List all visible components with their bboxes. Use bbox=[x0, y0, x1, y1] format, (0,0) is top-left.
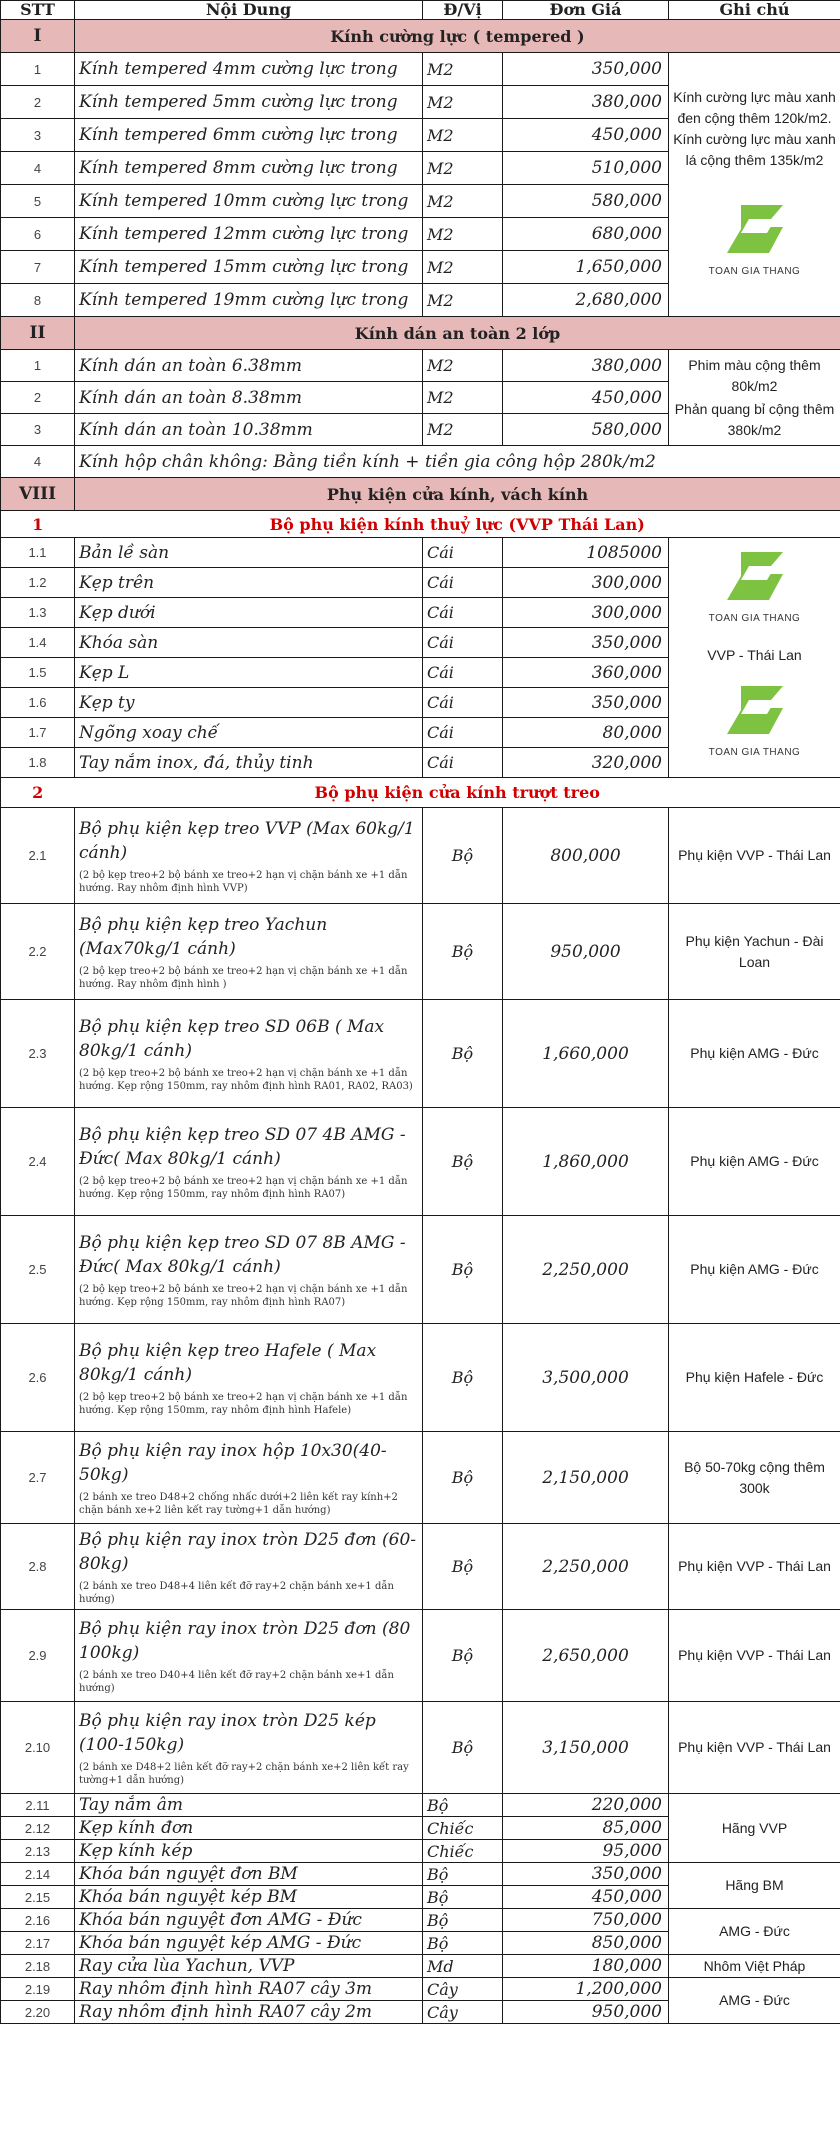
row-stt: 1.3 bbox=[1, 598, 75, 628]
row-don-gia: 3,500,000 bbox=[503, 1324, 669, 1432]
row-stt: 2.14 bbox=[1, 1863, 75, 1886]
row-noi-dung: Kính tempered 6mm cường lực trong bbox=[75, 119, 423, 152]
row-stt: 1.5 bbox=[1, 658, 75, 688]
row-dv: Md bbox=[423, 1955, 503, 1978]
row-noi-dung: Kẹp dưới bbox=[75, 598, 423, 628]
subsection-number: 2 bbox=[1, 778, 75, 808]
row-noi-dung: Ray cửa lùa Yachun, VVP bbox=[75, 1955, 423, 1978]
header-stt: STT bbox=[1, 1, 75, 20]
row-noi-dung: Kẹp ty bbox=[75, 688, 423, 718]
header-row bbox=[1, 1, 840, 20]
subsection-title: Bộ phụ kiện kính thuỷ lực (VVP Thái Lan) bbox=[75, 511, 840, 538]
table-row bbox=[1, 53, 840, 86]
row-stt: 2.5 bbox=[1, 1216, 75, 1324]
row-detail-note: (2 bộ kẹp treo+2 bộ bánh xe treo+2 hạn vị chặn bánh xe +1 dẫn hướng. Kẹp rộng 150mm, ray nhôm định hình RA07) bbox=[79, 1175, 408, 1200]
row-don-gia: 95,000 bbox=[503, 1840, 669, 1863]
header-dv: Đ/Vị bbox=[423, 1, 503, 20]
row-don-gia: 450,000 bbox=[503, 382, 669, 414]
row-don-gia: 800,000 bbox=[503, 808, 669, 904]
subsection-number: 1 bbox=[1, 511, 75, 538]
table-row bbox=[1, 1702, 840, 1794]
table-row bbox=[1, 1000, 840, 1108]
row-ghi-chu: Hãng BM bbox=[669, 1863, 840, 1909]
row-stt: 2.18 bbox=[1, 1955, 75, 1978]
subsection-title: Bộ phụ kiện cửa kính trượt treo bbox=[75, 778, 840, 808]
row-noi-dung: Kính tempered 8mm cường lực trong bbox=[75, 152, 423, 185]
row-stt: 2.7 bbox=[1, 1432, 75, 1524]
row-detail-note: (2 bộ kẹp treo+2 bộ bánh xe treo+2 hạn vị chặn bánh xe +1 dẫn hướng. Ray nhôm định hình ) bbox=[79, 965, 408, 990]
row-dv: Bộ bbox=[423, 1932, 503, 1955]
row-dv: Bộ bbox=[423, 1863, 503, 1886]
subsection-header-1 bbox=[1, 511, 840, 538]
row-dv: Bộ bbox=[423, 1794, 503, 1817]
row-noi-dung: Khóa bán nguyệt đơn AMG - Đức bbox=[75, 1909, 423, 1932]
row-ghi-chu: Phụ kiện Hafele - Đức bbox=[669, 1324, 840, 1432]
row-dv: Cây bbox=[423, 1978, 503, 2001]
row-don-gia: 320,000 bbox=[503, 748, 669, 778]
row-dv: Chiếc bbox=[423, 1840, 503, 1863]
section-title: Kính dán an toàn 2 lớp bbox=[75, 317, 840, 350]
row-stt: 1.1 bbox=[1, 538, 75, 568]
row-detail-note: (2 bánh xe D48+2 liên kết đỡ ray+2 chặn bánh xe+2 liên kết ray tường+1 dẫn hướng) bbox=[79, 1761, 409, 1786]
note-line: VVP - Thái Lan bbox=[707, 647, 802, 663]
row-dv: M2 bbox=[423, 382, 503, 414]
row-don-gia: 510,000 bbox=[503, 152, 669, 185]
row-ghi-chu: Phụ kiện AMG - Đức bbox=[669, 1000, 840, 1108]
row-don-gia: 360,000 bbox=[503, 658, 669, 688]
table-row bbox=[1, 1909, 840, 1932]
row-dv: M2 bbox=[423, 284, 503, 317]
section-number: I bbox=[1, 20, 75, 53]
row-noi-dung: Kính tempered 10mm cường lực trong bbox=[75, 185, 423, 218]
row-dv: Cái bbox=[423, 538, 503, 568]
row-dv: Cái bbox=[423, 658, 503, 688]
row-dv: M2 bbox=[423, 414, 503, 446]
row-dv: Bộ bbox=[423, 1432, 503, 1524]
row-title: Bộ phụ kiện kẹp treo SD 07 8B AMG - Đức( Max 80kg/1 cánh) bbox=[79, 1232, 406, 1277]
row-stt: 2.17 bbox=[1, 1932, 75, 1955]
row-noi-dung: Khóa bán nguyệt kép AMG - Đức bbox=[75, 1932, 423, 1955]
row-title: Bộ phụ kiện kẹp treo SD 07 4B AMG - Đức( Max 80kg/1 cánh) bbox=[79, 1124, 406, 1169]
row-dv: Cái bbox=[423, 598, 503, 628]
row-don-gia: 350,000 bbox=[503, 1863, 669, 1886]
row-noi-dung: Kẹp L bbox=[75, 658, 423, 688]
row-dv: Cái bbox=[423, 568, 503, 598]
header-don-gia: Đơn Giá bbox=[503, 1, 669, 20]
row-stt: 2.2 bbox=[1, 904, 75, 1000]
row-don-gia: 950,000 bbox=[503, 2001, 669, 2024]
row-dv: M2 bbox=[423, 86, 503, 119]
row-don-gia: 2,250,000 bbox=[503, 1216, 669, 1324]
row-noi-dung: Khóa bán nguyệt kép BM bbox=[75, 1886, 423, 1909]
row-stt: 2.9 bbox=[1, 1610, 75, 1702]
subsection-header-2 bbox=[1, 778, 840, 808]
row-noi-dung: Ray nhôm định hình RA07 cây 2m bbox=[75, 2001, 423, 2024]
row-stt: 3 bbox=[1, 414, 75, 446]
row-noi-dung: Kính tempered 4mm cường lực trong bbox=[75, 53, 423, 86]
row-don-gia: 85,000 bbox=[503, 1817, 669, 1840]
row-dv: Bộ bbox=[423, 1324, 503, 1432]
logo-mark-icon bbox=[727, 686, 783, 734]
logo-text: TOAN GIA THANG bbox=[708, 747, 801, 758]
row-stt: 2.10 bbox=[1, 1702, 75, 1794]
company-logo bbox=[709, 205, 801, 282]
row-don-gia: 220,000 bbox=[503, 1794, 669, 1817]
row-don-gia: 950,000 bbox=[503, 904, 669, 1000]
row-don-gia: 1,860,000 bbox=[503, 1108, 669, 1216]
row-stt: 2 bbox=[1, 86, 75, 119]
section-number: II bbox=[1, 317, 75, 350]
subsection-1-note bbox=[669, 538, 840, 778]
row-dv: Chiếc bbox=[423, 1817, 503, 1840]
row-dv: Cái bbox=[423, 688, 503, 718]
row-title: Bộ phụ kiện ray inox hộp 10x30(40-50kg) bbox=[79, 1440, 387, 1485]
row-noi-dung: Kính hộp chân không: Bằng tiền kính + tiền gia công hộp 280k/m2 bbox=[75, 446, 840, 478]
row-detail-note: (2 bộ kẹp treo+2 bộ bánh xe treo+2 hạn vị chặn bánh xe +1 dẫn hướng. Kẹp rộng 150mm, ray nhôm định hình RA01, RA02, RA03) bbox=[79, 1067, 413, 1092]
row-noi-dung: Kính tempered 19mm cường lực trong bbox=[75, 284, 423, 317]
table-row bbox=[1, 1794, 840, 1817]
table-row bbox=[1, 350, 840, 382]
row-dv: Bộ bbox=[423, 904, 503, 1000]
row-dv: Cái bbox=[423, 748, 503, 778]
row-dv: Bộ bbox=[423, 1702, 503, 1794]
row-dv: Cây bbox=[423, 2001, 503, 2024]
row-noi-dung: Ngõng xoay chế bbox=[75, 718, 423, 748]
section-header-3 bbox=[1, 478, 840, 511]
row-ghi-chu: Hãng VVP bbox=[669, 1794, 840, 1863]
logo-text: TOAN GIA THANG bbox=[708, 266, 801, 277]
row-dv: M2 bbox=[423, 218, 503, 251]
note-line: Phim màu cộng thêm 80k/m2 bbox=[688, 356, 821, 394]
row-don-gia: 180,000 bbox=[503, 1955, 669, 1978]
section-title: Phụ kiện cửa kính, vách kính bbox=[75, 478, 840, 511]
row-ghi-chu: AMG - Đức bbox=[669, 1978, 840, 2024]
table-row bbox=[1, 1863, 840, 1886]
row-title: Bộ phụ kiện kẹp treo SD 06B ( Max 80kg/1 cánh) bbox=[79, 1016, 385, 1061]
section-number: VIII bbox=[1, 478, 75, 511]
row-ghi-chu: Phụ kiện VVP - Thái Lan bbox=[669, 808, 840, 904]
row-stt: 3 bbox=[1, 119, 75, 152]
table-row bbox=[1, 1610, 840, 1702]
row-stt: 2.12 bbox=[1, 1817, 75, 1840]
row-stt: 2.13 bbox=[1, 1840, 75, 1863]
row-ghi-chu: Nhôm Việt Pháp bbox=[669, 1955, 840, 1978]
row-ghi-chu: AMG - Đức bbox=[669, 1909, 840, 1955]
row-ghi-chu: Phụ kiện VVP - Thái Lan bbox=[669, 1524, 840, 1610]
table-row bbox=[1, 1978, 840, 2001]
company-logo bbox=[709, 686, 801, 763]
row-stt: 2.16 bbox=[1, 1909, 75, 1932]
row-stt: 2.15 bbox=[1, 1886, 75, 1909]
row-stt: 1.6 bbox=[1, 688, 75, 718]
row-don-gia: 350,000 bbox=[503, 688, 669, 718]
row-detail-note: (2 bánh xe treo D40+4 liên kết đỡ ray+2 chặn bánh xe+1 dẫn hướng) bbox=[79, 1669, 394, 1694]
row-ghi-chu: Bộ 50-70kg cộng thêm 300k bbox=[669, 1432, 840, 1524]
note-line: Kính cường lực màu xanh đen cộng thêm 120k/m2. bbox=[673, 89, 836, 126]
row-don-gia: 680,000 bbox=[503, 218, 669, 251]
row-dv: Bộ bbox=[423, 1108, 503, 1216]
row-ghi-chu: Phụ kiện AMG - Đức bbox=[669, 1108, 840, 1216]
table-row bbox=[1, 904, 840, 1000]
row-stt: 8 bbox=[1, 284, 75, 317]
row-stt: 1.7 bbox=[1, 718, 75, 748]
table-row bbox=[1, 1432, 840, 1524]
table-row bbox=[1, 808, 840, 904]
row-title: Bộ phụ kiện kẹp treo VVP (Max 60kg/1 cánh) bbox=[79, 818, 415, 863]
section-1-note bbox=[669, 53, 840, 317]
row-stt: 4 bbox=[1, 446, 75, 478]
row-noi-dung: Kính dán an toàn 6.38mm bbox=[75, 350, 423, 382]
row-noi-dung bbox=[75, 1216, 423, 1324]
section-title: Kính cường lực ( tempered ) bbox=[75, 20, 840, 53]
row-title: Bộ phụ kiện ray inox tròn D25 đơn (80 100kg) bbox=[79, 1618, 411, 1663]
row-don-gia: 2,680,000 bbox=[503, 284, 669, 317]
row-stt: 2 bbox=[1, 382, 75, 414]
row-noi-dung: Kính tempered 5mm cường lực trong bbox=[75, 86, 423, 119]
row-stt: 7 bbox=[1, 251, 75, 284]
row-dv: Cái bbox=[423, 628, 503, 658]
row-detail-note: (2 bộ kẹp treo+2 bộ bánh xe treo+2 hạn vị chặn bánh xe +1 dẫn hướng. Kẹp rộng 150mm, ray nhôm định hình Hafele) bbox=[79, 1391, 408, 1416]
section-header-2 bbox=[1, 317, 840, 350]
company-logo bbox=[709, 552, 801, 629]
row-stt: 5 bbox=[1, 185, 75, 218]
row-noi-dung: Kính tempered 15mm cường lực trong bbox=[75, 251, 423, 284]
table-row bbox=[1, 1524, 840, 1610]
row-stt: 2.6 bbox=[1, 1324, 75, 1432]
table-row bbox=[1, 1955, 840, 1978]
row-dv: Bộ bbox=[423, 1610, 503, 1702]
row-noi-dung: Kính dán an toàn 8.38mm bbox=[75, 382, 423, 414]
row-dv: Bộ bbox=[423, 1216, 503, 1324]
row-ghi-chu: Phụ kiện AMG - Đức bbox=[669, 1216, 840, 1324]
row-don-gia: 1,660,000 bbox=[503, 1000, 669, 1108]
row-detail-note: (2 bộ kẹp treo+2 bộ bánh xe treo+2 hạn vị chặn bánh xe +1 dẫn hướng. Ray nhôm định hình VVP) bbox=[79, 869, 408, 894]
row-don-gia: 300,000 bbox=[503, 598, 669, 628]
row-dv: M2 bbox=[423, 119, 503, 152]
row-don-gia: 750,000 bbox=[503, 1909, 669, 1932]
section-header-1 bbox=[1, 20, 840, 53]
logo-mark-icon bbox=[727, 205, 783, 253]
row-don-gia: 350,000 bbox=[503, 628, 669, 658]
section-2-note bbox=[669, 350, 840, 446]
row-ghi-chu: Phụ kiện VVP - Thái Lan bbox=[669, 1610, 840, 1702]
row-ghi-chu: Phụ kiện Yachun - Đài Loan bbox=[669, 904, 840, 1000]
row-don-gia: 1,650,000 bbox=[503, 251, 669, 284]
row-don-gia: 380,000 bbox=[503, 350, 669, 382]
row-stt: 6 bbox=[1, 218, 75, 251]
row-stt: 2.11 bbox=[1, 1794, 75, 1817]
row-noi-dung: Kẹp kính kép bbox=[75, 1840, 423, 1863]
row-stt: 2.20 bbox=[1, 2001, 75, 2024]
row-stt: 2.19 bbox=[1, 1978, 75, 2001]
row-dv: Bộ bbox=[423, 1909, 503, 1932]
header-noi-dung: Nội Dung bbox=[75, 1, 423, 20]
row-don-gia: 1,200,000 bbox=[503, 1978, 669, 2001]
row-dv: Bộ bbox=[423, 808, 503, 904]
row-noi-dung: Ray nhôm định hình RA07 cây 3m bbox=[75, 1978, 423, 2001]
row-noi-dung bbox=[75, 808, 423, 904]
table-row bbox=[1, 538, 840, 568]
row-dv: Bộ bbox=[423, 1886, 503, 1909]
row-title: Bộ phụ kiện ray inox tròn D25 kép (100-150kg) bbox=[79, 1710, 376, 1755]
table-row bbox=[1, 1216, 840, 1324]
row-detail-note: (2 bánh xe treo D48+4 liên kết đỡ ray+2 chặn bánh xe+1 dẫn hướng) bbox=[79, 1580, 394, 1605]
row-don-gia: 80,000 bbox=[503, 718, 669, 748]
row-stt: 2.3 bbox=[1, 1000, 75, 1108]
row-noi-dung bbox=[75, 1432, 423, 1524]
row-stt: 1 bbox=[1, 350, 75, 382]
row-stt: 1.8 bbox=[1, 748, 75, 778]
row-noi-dung: Kính tempered 12mm cường lực trong bbox=[75, 218, 423, 251]
logo-text: TOAN GIA THANG bbox=[708, 613, 801, 624]
row-don-gia: 450,000 bbox=[503, 119, 669, 152]
row-noi-dung bbox=[75, 904, 423, 1000]
row-stt: 2.1 bbox=[1, 808, 75, 904]
row-noi-dung bbox=[75, 1610, 423, 1702]
row-dv: Cái bbox=[423, 718, 503, 748]
row-don-gia: 1085000 bbox=[503, 538, 669, 568]
row-noi-dung bbox=[75, 1000, 423, 1108]
row-noi-dung bbox=[75, 1524, 423, 1610]
table-row bbox=[1, 446, 840, 478]
row-don-gia: 3,150,000 bbox=[503, 1702, 669, 1794]
row-don-gia: 350,000 bbox=[503, 53, 669, 86]
row-stt: 1.4 bbox=[1, 628, 75, 658]
row-dv: Bộ bbox=[423, 1000, 503, 1108]
row-ghi-chu: Phụ kiện VVP - Thái Lan bbox=[669, 1702, 840, 1794]
table-row bbox=[1, 1108, 840, 1216]
row-noi-dung bbox=[75, 1108, 423, 1216]
row-noi-dung bbox=[75, 1324, 423, 1432]
row-dv: M2 bbox=[423, 350, 503, 382]
row-don-gia: 300,000 bbox=[503, 568, 669, 598]
row-noi-dung: Kẹp trên bbox=[75, 568, 423, 598]
row-don-gia: 450,000 bbox=[503, 1886, 669, 1909]
note-line: Phản quang bỉ cộng thêm 380k/m2 bbox=[674, 400, 835, 438]
row-title: Bộ phụ kiện kẹp treo Hafele ( Max 80kg/1 cánh) bbox=[79, 1340, 377, 1385]
row-don-gia: 580,000 bbox=[503, 185, 669, 218]
row-dv: M2 bbox=[423, 152, 503, 185]
row-stt: 4 bbox=[1, 152, 75, 185]
row-don-gia: 2,650,000 bbox=[503, 1610, 669, 1702]
logo-mark-icon bbox=[727, 552, 783, 600]
row-noi-dung: Bản lề sàn bbox=[75, 538, 423, 568]
row-noi-dung: Tay nắm âm bbox=[75, 1794, 423, 1817]
row-title: Bộ phụ kiện kẹp treo Yachun (Max70kg/1 cánh) bbox=[79, 914, 328, 959]
row-don-gia: 2,250,000 bbox=[503, 1524, 669, 1610]
row-don-gia: 850,000 bbox=[503, 1932, 669, 1955]
row-dv: M2 bbox=[423, 251, 503, 284]
header-ghi-chu: Ghi chú bbox=[669, 1, 840, 20]
row-don-gia: 2,150,000 bbox=[503, 1432, 669, 1524]
row-stt: 1.2 bbox=[1, 568, 75, 598]
row-noi-dung bbox=[75, 1702, 423, 1794]
row-noi-dung: Kẹp kính đơn bbox=[75, 1817, 423, 1840]
row-title: Bộ phụ kiện ray inox tròn D25 đơn (60-80kg) bbox=[79, 1529, 417, 1574]
row-stt: 1 bbox=[1, 53, 75, 86]
row-don-gia: 380,000 bbox=[503, 86, 669, 119]
table-row bbox=[1, 1324, 840, 1432]
row-detail-note: (2 bộ kẹp treo+2 bộ bánh xe treo+2 hạn vị chặn bánh xe +1 dẫn hướng. Kẹp rộng 150mm, ray nhôm định hình RA07) bbox=[79, 1283, 408, 1308]
row-dv: M2 bbox=[423, 185, 503, 218]
row-stt: 2.4 bbox=[1, 1108, 75, 1216]
row-dv: M2 bbox=[423, 53, 503, 86]
row-noi-dung: Khóa sàn bbox=[75, 628, 423, 658]
row-dv: Bộ bbox=[423, 1524, 503, 1610]
row-stt: 2.8 bbox=[1, 1524, 75, 1610]
note-line: Kính cường lực màu xanh lá cộng thêm 135k/m2 bbox=[673, 131, 836, 168]
row-noi-dung: Tay nắm inox, đá, thủy tinh bbox=[75, 748, 423, 778]
row-noi-dung: Khóa bán nguyệt đơn BM bbox=[75, 1863, 423, 1886]
row-detail-note: (2 bánh xe treo D48+2 chống nhấc dưới+2 liên kết ray kính+2 chặn bánh xe+2 liên kết ray tường+1 dẫn hướng) bbox=[79, 1491, 398, 1516]
row-noi-dung: Kính dán an toàn 10.38mm bbox=[75, 414, 423, 446]
row-don-gia: 580,000 bbox=[503, 414, 669, 446]
